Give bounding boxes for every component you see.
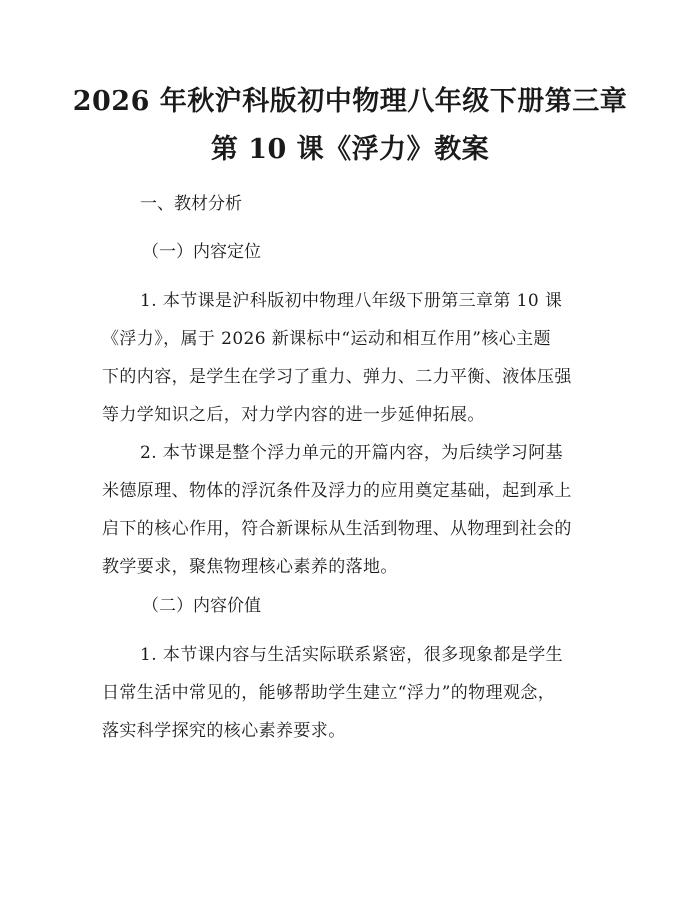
- paragraph-line: 1. 本节课内容与生活实际联系紧密，很多现象都是学生: [140, 645, 564, 665]
- paragraph-2: [102, 434, 598, 586]
- section-heading: 一、教材分析: [140, 194, 242, 214]
- paragraph-line: 启下的核心作用，符合新课标从生活到物理、从物理到社会的: [102, 519, 572, 539]
- document-title-line-2: 第 10 课《浮力》教案: [210, 134, 490, 165]
- paragraph-line: 等力学知识之后，对力学内容的进一步延伸拓展。: [102, 405, 485, 425]
- paragraph-line: 日常生活中常见的，能够帮助学生建立“浮力”的物理观念，: [102, 683, 556, 703]
- document-title-line-1: 2026 年秋沪科版初中物理八年级下册第三章: [72, 86, 628, 117]
- subsection-heading-content-value: （二）内容价值: [142, 596, 261, 616]
- paragraph-line: 《浮力》，属于 2026 新课标中“运动和相互作用”核心主题: [102, 329, 551, 349]
- paragraph-line: 米德原理、物体的浮沉条件及浮力的应用奠定基础，起到承上: [102, 481, 572, 501]
- paragraph-line: 2. 本节课是整个浮力单元的开篇内容，为后续学习阿基: [140, 443, 564, 463]
- paragraph-1: [102, 282, 598, 434]
- paragraph-line: 1. 本节课是沪科版初中物理八年级下册第三章第 10 课: [140, 291, 563, 311]
- paragraph-line: 落实科学探究的核心素养要求。: [102, 721, 346, 741]
- paragraph-line: 教学要求，聚焦物理核心素养的落地。: [102, 557, 398, 577]
- paragraph-3: [102, 636, 598, 750]
- paragraph-line: 下的内容，是学生在学习了重力、弹力、二力平衡、液体压强: [102, 367, 572, 387]
- subsection-heading-content-positioning: （一）内容定位: [142, 242, 261, 262]
